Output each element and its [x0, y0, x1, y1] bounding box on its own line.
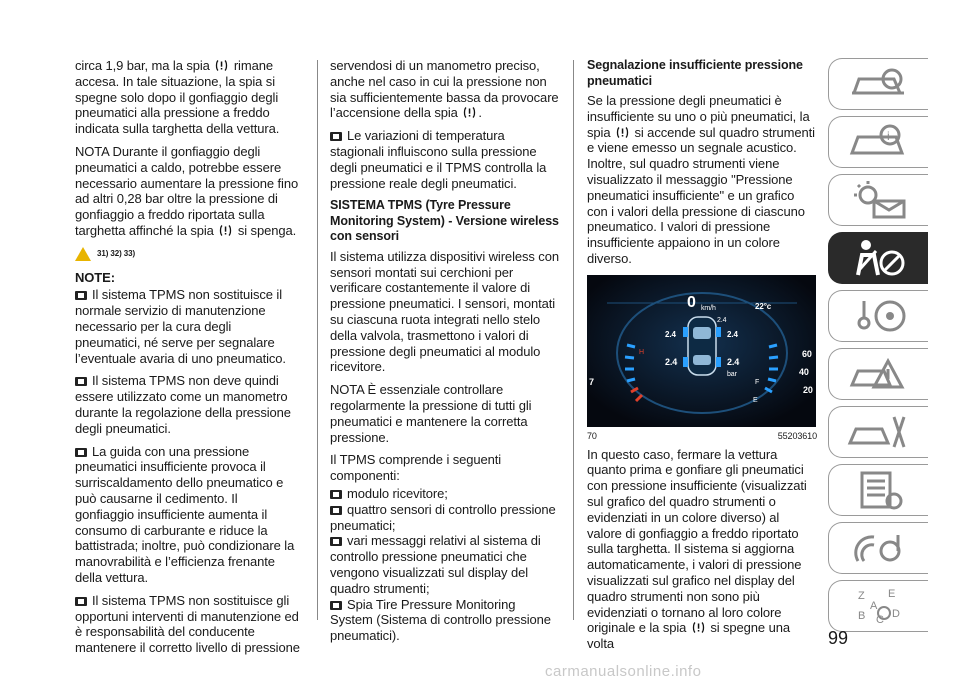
- bullet-icon: [75, 597, 87, 606]
- paragraph: Se la pressione degli pneumatici è insufficiente su uno o più pneumatici, la spia si accende sul quadro strumenti e viene emesso un segnale acustico. Inoltre, sul quadro strumenti viene visualizzato il messaggio "Pressione pneumatici insufficiente" e un grafico con i valori della pressione di ciascuno pneumatico. I valori di pressione insufficiente appaiono in un colore diverso.: [587, 93, 815, 266]
- tab-safety[interactable]: [828, 232, 928, 284]
- light-mail-icon: [844, 179, 914, 221]
- svg-text:D: D: [891, 608, 900, 620]
- car-dashboard-icon: [844, 63, 914, 105]
- warning-references: 31) 32) 33): [75, 246, 300, 262]
- gauge-label-7: 7: [589, 376, 594, 387]
- column-divider: [317, 60, 318, 620]
- tab-emergency[interactable]: [828, 348, 928, 400]
- bullet-icon: [75, 448, 87, 457]
- bullet-icon: [330, 601, 342, 610]
- note-item: Il sistema TPMS non sostituisce gli opportuni interventi di manutenzione ed è responsabilità del conducente mantenere il corretto livello di pressione: [75, 592, 300, 656]
- checklist-icon: [844, 469, 914, 511]
- tab-multimedia[interactable]: [828, 522, 928, 574]
- column-3: [587, 58, 817, 659]
- list-item: servendosi di un manometro preciso, anche nel caso in cui la pressione non sia sufficientemente bassa da provocare l’accensione della spia .: [330, 58, 559, 121]
- tab-technical-data[interactable]: [828, 464, 928, 516]
- tab-car-dashboard[interactable]: [828, 58, 928, 110]
- note-item: Il sistema TPMS non deve quindi essere utilizzato come un manometro durante la regolazione della pressione degli pneumatici.: [75, 373, 291, 436]
- tire-pressure-warning-icon: [215, 59, 228, 72]
- gauge-label-f: F: [755, 378, 760, 386]
- bullet-icon: [75, 291, 87, 300]
- page-number: 99: [828, 628, 849, 648]
- list-item: vari messaggi relativi al sistema di controllo pressione pneumatici che vengono visualizzati sul display del quadro strumenti;: [330, 533, 541, 596]
- outside-temp: 22°c: [755, 301, 772, 311]
- gauge-label-h: H: [639, 348, 644, 356]
- figure-code: 55203610: [777, 430, 817, 441]
- pressure-unit: bar: [727, 370, 737, 378]
- svg-text:Z: Z: [857, 590, 865, 602]
- speed-readout: 0: [687, 293, 696, 311]
- watermark: carmanualsonline.info: [545, 663, 702, 680]
- list-item: quattro sensori di controllo pressione pneumatici;: [330, 501, 556, 533]
- svg-text:B: B: [857, 610, 865, 622]
- bullet-icon: [330, 537, 342, 546]
- svg-text:i: i: [886, 129, 890, 143]
- paragraph: NOTA È essenziale controllare regolarmente la pressione di tutti gli pneumatici e mantenere la corretta pressione.: [330, 382, 532, 445]
- tire-pressure-warning-icon: [463, 106, 476, 119]
- seatbelt-airbag-icon: [844, 237, 914, 279]
- tab-start-drive[interactable]: [828, 290, 928, 342]
- gauge-label-40: 40: [799, 366, 809, 377]
- photo-caption: [587, 429, 817, 445]
- paragraph: In questo caso, fermare la vettura quanto prima e gonfiare gli pneumatici con pressione insufficiente (visualizzati sul grafico del quadro strumenti o evidenziati in un colore diverso) al valore di gonfiaggio a freddo riportato sulla targhetta. Il sistema si aggiorna automaticamente, i valori di pressione visualizzati sul grafico nel display del quadro strumenti non sono più evidenziati o tornano al loro colore originale e la spia si spegne una volta: [587, 446, 807, 652]
- paragraph: circa 1,9 bar, ma la spia rimane accesa. In tale situazione, la spia si spegne solo dopo il gonfiaggio degli pneumatici alla pressione a freddo indicata sulla targhetta della vettura.: [75, 58, 280, 137]
- bullet-icon: [75, 377, 87, 386]
- tire-pressure-front-left: 2.4: [665, 329, 676, 339]
- column-2: [330, 58, 560, 644]
- tab-maintenance[interactable]: [828, 406, 928, 458]
- dashboard-photo: [587, 275, 816, 427]
- tire-pressure-warning-icon: [616, 126, 629, 139]
- gauge-label-20: 20: [803, 384, 813, 395]
- warning-triangle-icon: [75, 247, 91, 261]
- tire-pressure-rear-right: 2.4: [727, 356, 740, 367]
- list-item: Spia Tire Pressure Monitoring System (Sistema di controllo pressione pneumatici).: [330, 596, 551, 644]
- list-item: modulo ricevitore;: [330, 486, 560, 502]
- bullet-icon: [330, 132, 342, 141]
- notes-title: NOTE:: [75, 269, 115, 285]
- gauge-label-e: E: [753, 396, 758, 404]
- gauge-label-60: 60: [802, 348, 812, 359]
- alphabet-index-icon: [844, 585, 914, 627]
- section-heading: SISTEMA TPMS (Tyre Pressure Monitoring System) - Versione wireless con sensori: [330, 198, 559, 244]
- section-heading: Segnalazione insufficiente pressione pneumatici: [587, 58, 803, 88]
- tire-pressure-front-right: 2.4: [727, 329, 738, 339]
- note-item: Il sistema TPMS non sostituisce il normale servizio di manutenzione necessario per la cura degli pneumatici, né serve per segnalare l’eventuale avaria di uno pneumatico.: [75, 287, 286, 366]
- bullet-icon: [330, 490, 342, 499]
- svg-text:E: E: [887, 588, 895, 600]
- key-steering-icon: [844, 295, 914, 337]
- car-radio-icon: [844, 527, 914, 569]
- tab-car-warning[interactable]: [828, 116, 928, 168]
- tire-pressure-top: 2.4: [717, 316, 727, 324]
- car-warning-icon: [844, 121, 914, 163]
- bullet-icon: [330, 506, 342, 515]
- tire-pressure-warning-icon: [219, 224, 232, 237]
- tab-index[interactable]: [828, 580, 928, 632]
- tab-lights-messages[interactable]: [828, 174, 928, 226]
- chapter-tabs: [828, 58, 928, 638]
- note-item: La guida con una pressione pneumatici insufficiente provoca il surriscaldamento dello pneumatico e può causarne il cedimento. Il gonfiaggio insufficiente aumenta il consumo di carburante e riduce la battistrada; inoltre, può condizionare la manovrabilità e l’efficienza frenante della vettura.: [75, 443, 295, 585]
- speed-unit: km/h: [701, 304, 716, 312]
- column-divider: [573, 60, 574, 620]
- tire-pressure-warning-icon: [692, 621, 705, 634]
- paragraph: Il sistema utilizza dispositivi wireless con sensori montati sui cerchioni per verificare costantemente il valore di pressione pneumatici. I sensori, montati su ciascuna ruota integrati nello stelo della valvola, trasmettono i valori di pressione degli pneumatici al modulo ricevitore.: [330, 248, 559, 375]
- svg-text:A: A: [869, 600, 877, 612]
- paragraph: Il TPMS comprende i seguenti componenti:: [330, 452, 502, 484]
- list-item: Le variazioni di temperatura stagionali influiscono sulla pressione degli pneumatici e il TPMS controlla la pressione reale degli pneumatici.: [330, 128, 547, 191]
- paragraph: NOTA Durante il gonfiaggio degli pneumatici a caldo, potrebbe essere necessario aumentare la pressione fino ad altri 0,28 bar oltre la pressione di gonfiaggio a freddo riportata sulla targhetta affinché la spia si spenga.: [75, 143, 299, 238]
- car-tools-icon: [844, 411, 914, 453]
- column-1: [75, 58, 300, 663]
- figure-number: 70: [587, 430, 597, 441]
- svg-text:C: C: [875, 614, 884, 626]
- car-crash-icon: [844, 353, 914, 395]
- tire-pressure-rear-left: 2.4: [665, 356, 678, 367]
